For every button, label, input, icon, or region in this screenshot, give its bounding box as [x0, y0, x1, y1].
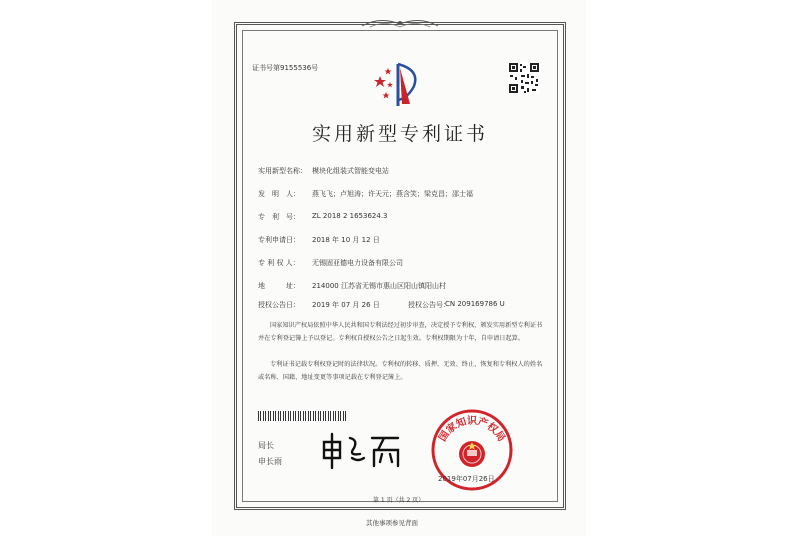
svg-text:国家知识产权局: 国家知识产权局 — [437, 416, 507, 444]
field-value-patent-number: ZL 2018 2 1653624.3 — [312, 212, 388, 220]
field-value-grant-date: 2019 年 07 月 26 日 — [312, 301, 380, 309]
director-title: 局长 — [258, 441, 274, 450]
certificate-paragraph-2: 专利证书记载专利权登记时的法律状况。专利权的转移、质押、无效、终止、恢复和专利权人的姓名或名称、国籍、地址变更等事项记载在专利登记簿上。 — [258, 361, 543, 381]
field-label-patentee: 专 利 权 人： — [258, 259, 300, 267]
cnipa-logo-icon — [370, 60, 428, 110]
field-value-address: 214000 江苏省无锡市惠山区阳山镇阳山村 — [312, 282, 446, 290]
field-label-grant-date: 授权公告日： — [258, 301, 300, 309]
page-indicator: 第 1 页（共 2 页） — [373, 497, 425, 504]
footer-note: 其他事项参见背面 — [366, 519, 418, 527]
field-value-utility-name: 模块化组装式智能变电站 — [312, 167, 389, 175]
field-label-announcement-no: 授权公告号： — [408, 301, 450, 309]
field-label-application-date: 专利申请日： — [258, 236, 300, 244]
certificate-paragraph-1: 国家知识产权局依照中华人民共和国专利法经过初步审查，决定授予专利权，颁发实用新型专利证书并在专利登记簿上予以登记。专利权自授权公告之日起生效。专利权期限为十年，自申请日起算。 — [258, 322, 543, 342]
field-value-announcement-no: CN 209169786 U — [445, 300, 505, 308]
certificate-title: 实用新型专利证书 — [311, 123, 488, 145]
field-value-inventors: 燕飞飞；卢旭涛；许天元；燕含笑；梁克昌；邵士福 — [312, 190, 473, 198]
field-label-address: 地 址： — [258, 282, 300, 290]
field-value-application-date: 2018 年 10 月 12 日 — [312, 236, 380, 244]
field-label-inventors: 发 明 人： — [258, 190, 300, 198]
top-ornament-icon — [360, 16, 440, 30]
certificate-number: 证书号第9155536号 — [252, 64, 319, 72]
field-label-patent-number: 专 利 号： — [258, 213, 300, 221]
qr-code-icon — [508, 62, 540, 94]
field-label-utility-name: 实用新型名称： — [258, 167, 307, 175]
director-signature-icon — [318, 428, 404, 472]
field-value-patentee: 无锡固亚德电力设备有限公司 — [312, 259, 403, 267]
seal-date: 2019年07月26日 — [438, 475, 495, 483]
director-name: 申长雨 — [258, 457, 282, 466]
barcode-icon — [258, 411, 346, 421]
